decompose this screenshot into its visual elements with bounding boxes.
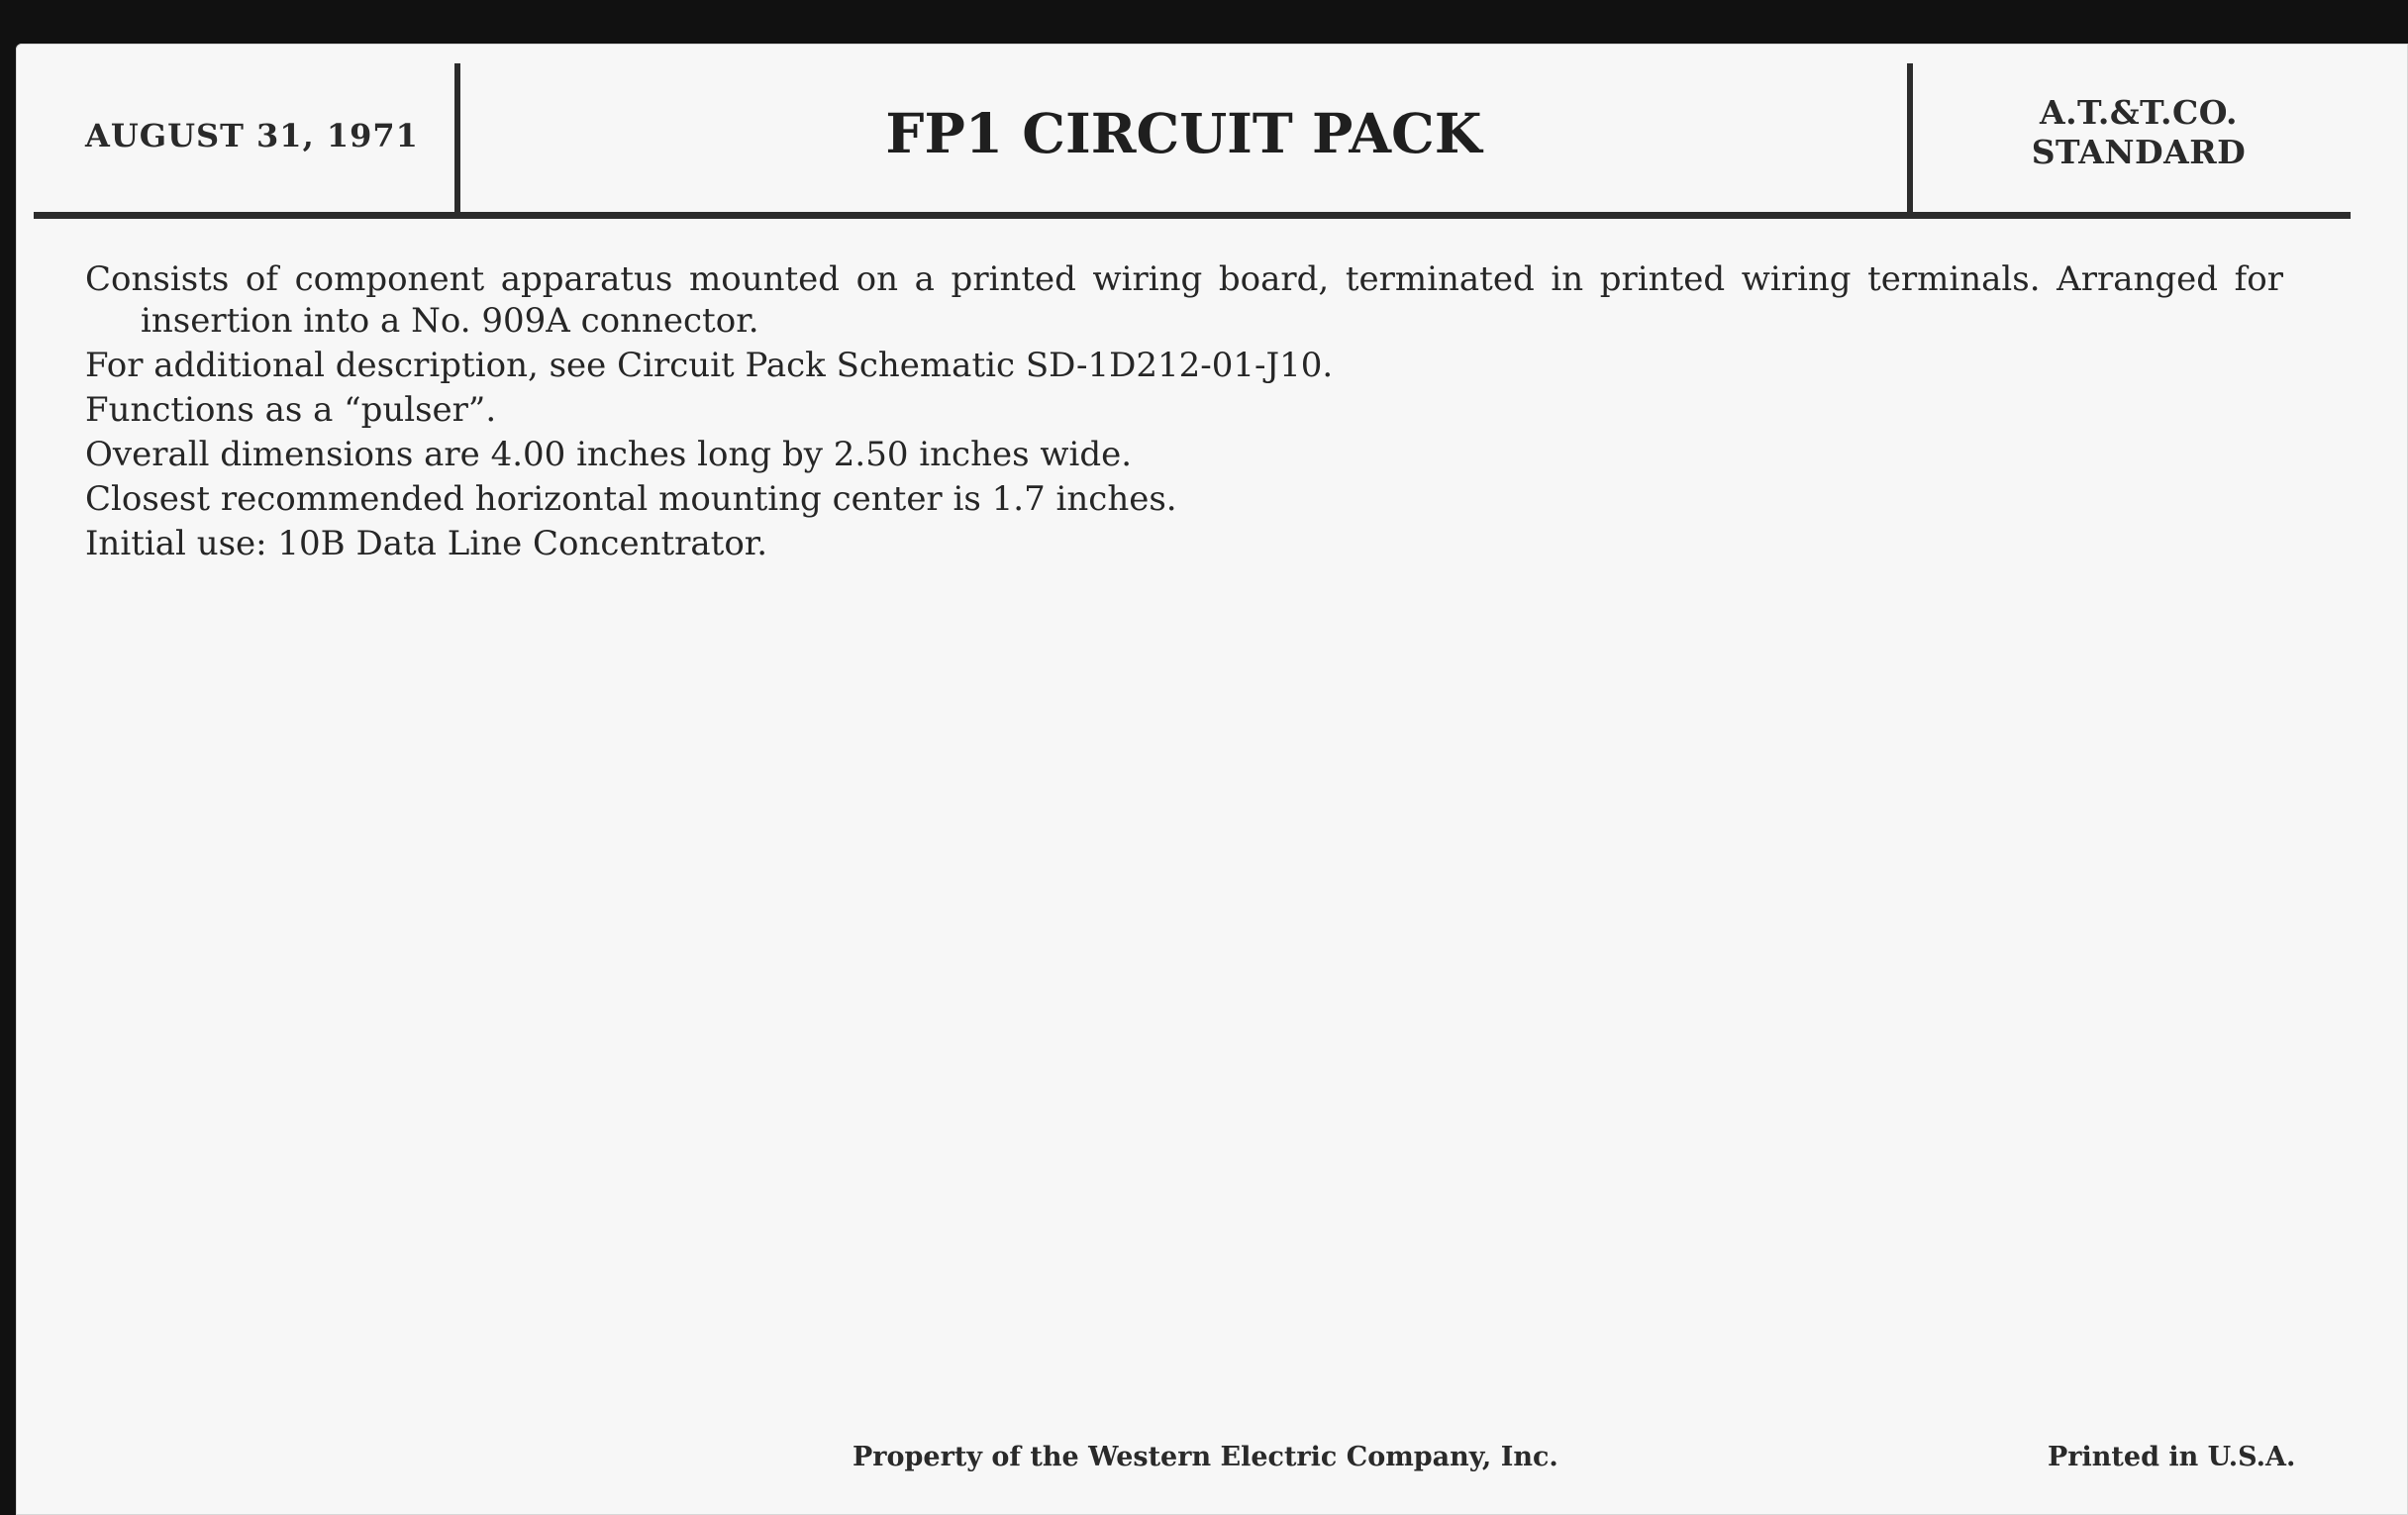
description-paragraph: Initial use: 10B Data Line Concentrator. [85, 524, 768, 563]
description-paragraph: Closest recommended horizontal mounting center is 1.7 inches. [85, 479, 1177, 519]
description-paragraph: For additional description, see Circuit Pack Schematic SD-1D212-01-J10. [85, 346, 1334, 385]
issue-date: AUGUST 31, 1971 [85, 117, 419, 154]
standard-label-line2: STANDARD [2031, 133, 2247, 171]
description-paragraph: Consists of component apparatus mounted on a printed wiring board, terminated in printed wiring terminals. Arranged for insertion into a No. 909A connector. [85, 259, 2283, 341]
description-paragraph: Overall dimensions are 4.00 inches long by 2.50 inches wide. [85, 435, 1133, 474]
printed-notice: Printed in U.S.A. [2048, 1442, 2296, 1472]
document-card [16, 44, 2408, 1515]
description-body [85, 258, 2283, 564]
description-paragraph: Functions as a “pulser”. [85, 390, 497, 430]
property-notice: Property of the Western Electric Company, Inc. [853, 1442, 1558, 1472]
standard-label [1913, 93, 2364, 172]
header-rule [34, 212, 2351, 219]
standard-label-line1: A.T.&T.CO. [2039, 93, 2239, 132]
document-title: FP1 CIRCUIT PACK [885, 101, 1482, 165]
